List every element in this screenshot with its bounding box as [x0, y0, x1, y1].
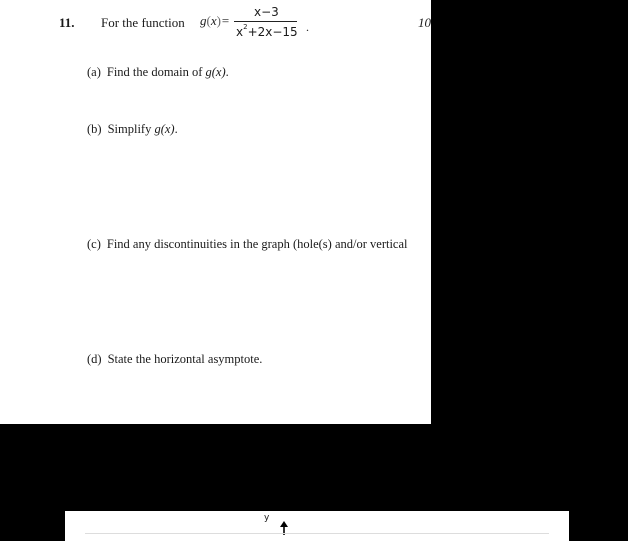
formula-period: . [306, 20, 309, 34]
part-c-label: (c) [87, 237, 101, 251]
part-b-math: g(x) [154, 122, 175, 136]
part-a-label: (a) [87, 65, 101, 79]
part-b-label: (b) [87, 122, 102, 136]
part-d-label: (d) [87, 352, 102, 366]
denominator-exponent: 2 [243, 23, 248, 31]
function-formula [200, 5, 315, 41]
fraction-numerator: x−3 [254, 5, 279, 19]
part-d [87, 352, 262, 367]
part-a [87, 65, 229, 80]
question-stem: For the function [101, 15, 185, 30]
fraction-denominator [236, 23, 298, 39]
part-c-text: Find any discontinuities in the graph (hole(s) and/or vertical [106, 237, 408, 251]
part-b [87, 122, 178, 137]
denominator-base: x [236, 25, 244, 39]
function-lhs: g(x)= [200, 13, 230, 28]
y-axis-label: y [264, 513, 270, 523]
part-c [87, 237, 408, 252]
points-value: 10 [418, 15, 431, 30]
part-a-end: . [225, 65, 229, 79]
question-number: 11. [59, 15, 75, 30]
part-a-math: g(x) [205, 65, 226, 79]
function-name: g [200, 13, 207, 28]
denominator-rest: +2x−15 [247, 25, 298, 39]
part-a-text: Find the domain of [106, 65, 203, 79]
function-variable: x [210, 13, 217, 28]
fraction-bar [234, 21, 297, 22]
graph-panel [65, 511, 569, 541]
part-d-text: State the horizontal asymptote. [107, 352, 263, 366]
part-b-end: . [174, 122, 178, 136]
part-b-text: Simplify [107, 122, 152, 136]
